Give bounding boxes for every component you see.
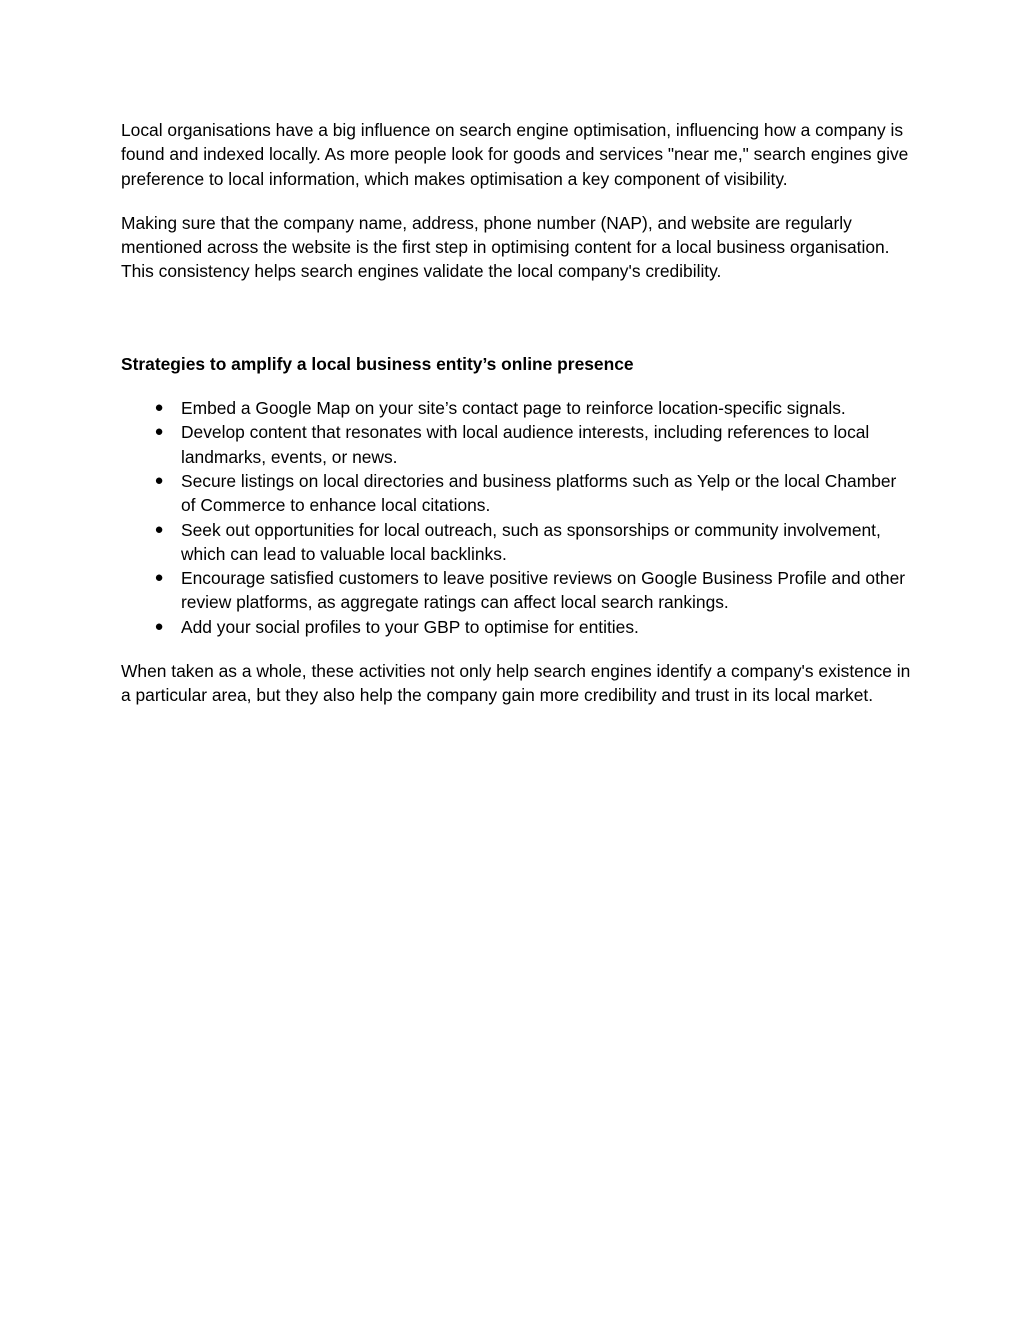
strategy-list bbox=[121, 396, 911, 639]
section-heading: Strategies to amplify a local business entity’s online presence bbox=[121, 353, 634, 374]
list-item bbox=[121, 420, 911, 469]
list-item-text: Develop content that resonates with local audience interests, including references to local landmarks, events, or news. bbox=[181, 422, 870, 467]
bullet-icon: ● bbox=[154, 617, 164, 635]
bullet-icon: ● bbox=[154, 520, 164, 538]
bullet-icon: ● bbox=[154, 569, 164, 587]
blank-line bbox=[121, 304, 911, 352]
list-item-text: Add your social profiles to your GBP to optimise for entities. bbox=[181, 616, 639, 637]
list-item-text: Encourage satisfied customers to leave positive reviews on Google Business Profile and other review platforms, as aggregate ratings can affect local search rankings. bbox=[181, 568, 906, 613]
list-item bbox=[121, 469, 911, 518]
list-item bbox=[121, 615, 911, 639]
closing-paragraph: When taken as a whole, these activities not only help search engines identify a company's existence in a particular area, but they also help the company gain more credibility and trust in its local market. bbox=[121, 661, 911, 706]
list-item bbox=[121, 518, 911, 567]
bullet-icon: ● bbox=[154, 423, 164, 441]
list-item-text: Secure listings on local directories and business platforms such as Yelp or the local Chamber of Commerce to enhance local citations. bbox=[181, 470, 897, 516]
list-item-text: Seek out opportunities for local outreach, such as sponsorships or community involvement, which can lead to valuable local backlinks. bbox=[181, 519, 881, 564]
list-item bbox=[121, 566, 911, 615]
document-page bbox=[121, 118, 911, 728]
bullet-icon: ● bbox=[154, 399, 164, 417]
intro-paragraph-2: Making sure that the company name, address, phone number (NAP), and website are regularly mentioned across the website is the first step in optimising content for a local business organisation. This consistency helps search engines validate the local company's credibility. bbox=[121, 212, 890, 282]
bullet-icon: ● bbox=[154, 471, 164, 489]
list-item-text: Embed a Google Map on your site’s contact page to reinforce location-specific signals. bbox=[181, 398, 846, 419]
list-item bbox=[121, 396, 911, 420]
intro-paragraph-1: Local organisations have a big influence on search engine optimisation, influencing how a company is found and indexed locally. As more people look for goods and services "near me," search engines give preference to local information, which makes optimisation a key component of visibility. bbox=[121, 120, 909, 189]
